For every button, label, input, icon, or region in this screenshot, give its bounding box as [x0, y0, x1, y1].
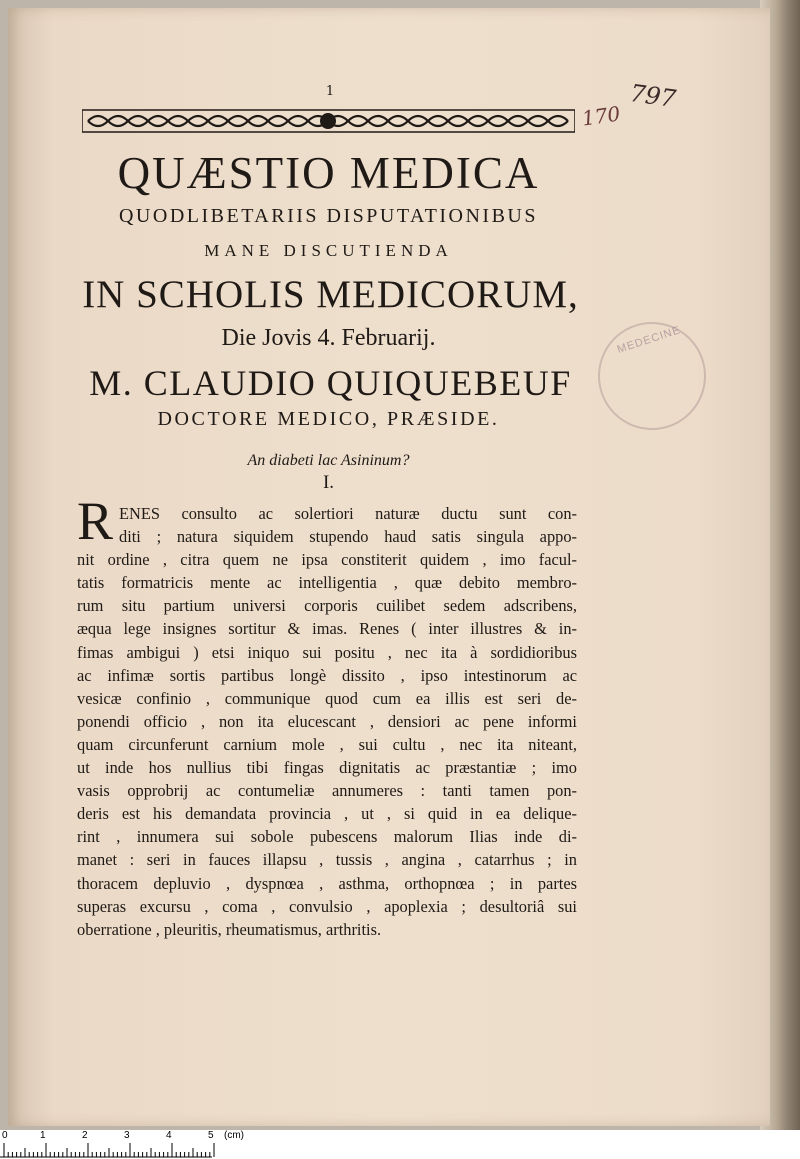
body-line: ponendi officio , non ita elucescant , densiori ac pene informi [77, 711, 577, 731]
subtitle-discutienda: MANE DISCUTIENDA [204, 241, 453, 260]
section-number: I. [322, 472, 335, 493]
title-main: QUÆSTIO MEDICA [117, 148, 540, 198]
ruler-label: 5 [208, 1130, 214, 1141]
stamp-text: MEDECINE [615, 324, 683, 356]
title-place: IN SCHOLIS MEDICORUM, [82, 273, 579, 316]
handwritten-note: 170 [580, 101, 622, 131]
body-line: nit ordine , citra quem ne ipsa constiterit quidem , imo facul- [77, 550, 577, 570]
body-line: ENES consulto ac solertiori naturæ ductu sunt con- [119, 504, 577, 523]
ruler-unit: (cm) [224, 1130, 244, 1141]
praeses-name: M. CLAUDIO QUIQUEBEUF [89, 363, 572, 403]
body-line: rint , innumera sui sobole pubescens malorum Ilias inde di- [77, 827, 577, 847]
subtitle-disputationibus: QUODLIBETARIIS DISPUTATIONIBUS [118, 205, 538, 227]
body-line: deris est his demandata provincia , ut , si quid in ea delique- [77, 804, 577, 824]
ruler-label: 3 [124, 1130, 130, 1141]
ruler-label: 1 [40, 1130, 46, 1141]
ruler-ticks [0, 1130, 800, 1159]
folio-number: 1 [325, 84, 335, 99]
drop-cap: R [77, 491, 114, 551]
body-line: ac infimæ sortis partibus longè dissito , ipso intestinorum ac [77, 665, 577, 685]
body-line: oberratione , pleuritis, rheumatismus, arthritis. [77, 919, 382, 939]
ornament-band [82, 104, 575, 138]
praeses-role: DOCTORE MEDICO, PRÆSIDE. [157, 408, 500, 430]
body-line: diti ; natura siquidem stupendo haud satis singula appo- [119, 527, 577, 547]
ruler-label: 4 [166, 1130, 172, 1141]
body-line: tatis formatricis mente ac intelligentia , quæ debito membro- [77, 573, 577, 593]
scale-ruler [0, 1130, 800, 1159]
body-line: vasis opprobrij ac contumeliæ annumeres : tanti tamen pon- [77, 781, 577, 801]
body-line: rum situ partium universi corporis cuilibet sedem adscribens, [77, 596, 577, 616]
body-paragraph [77, 502, 577, 941]
body-line: quam circunferunt carnium mole , sui cultu , nec ita niteant, [77, 734, 577, 754]
ruler-label: 0 [2, 1130, 8, 1141]
body-line: ut inde hos nullius tibi fingas dignitatis ac præstantiæ ; imo [77, 758, 577, 778]
body-line: fimas ambigui ) etsi iniquo sui positu , nec ita à sordidioribus [77, 642, 577, 662]
body-line: thoracem depluvio , dyspnœa , asthma, orthopnœa ; in partes [77, 873, 577, 893]
ruler-label: 2 [82, 1130, 88, 1141]
body-line: vesicæ confinio , communique quod cum ea illis est seri de- [77, 688, 577, 708]
handwritten-folio: 797 [628, 78, 678, 114]
date-line: Die Jovis 4. Februarij. [221, 325, 436, 351]
body-line: superas excursu , coma , convulsio , apoplexia ; desultoriâ sui [77, 896, 577, 916]
body-line: manet : seri in fauces illapsu , tussis , angina , catarrhus ; in [77, 850, 577, 870]
question-line: An diabeti lac Asininum? [247, 452, 410, 469]
body-line: æqua lege insignes sortitur & imas. Renes ( inter illustres & in- [77, 619, 577, 639]
